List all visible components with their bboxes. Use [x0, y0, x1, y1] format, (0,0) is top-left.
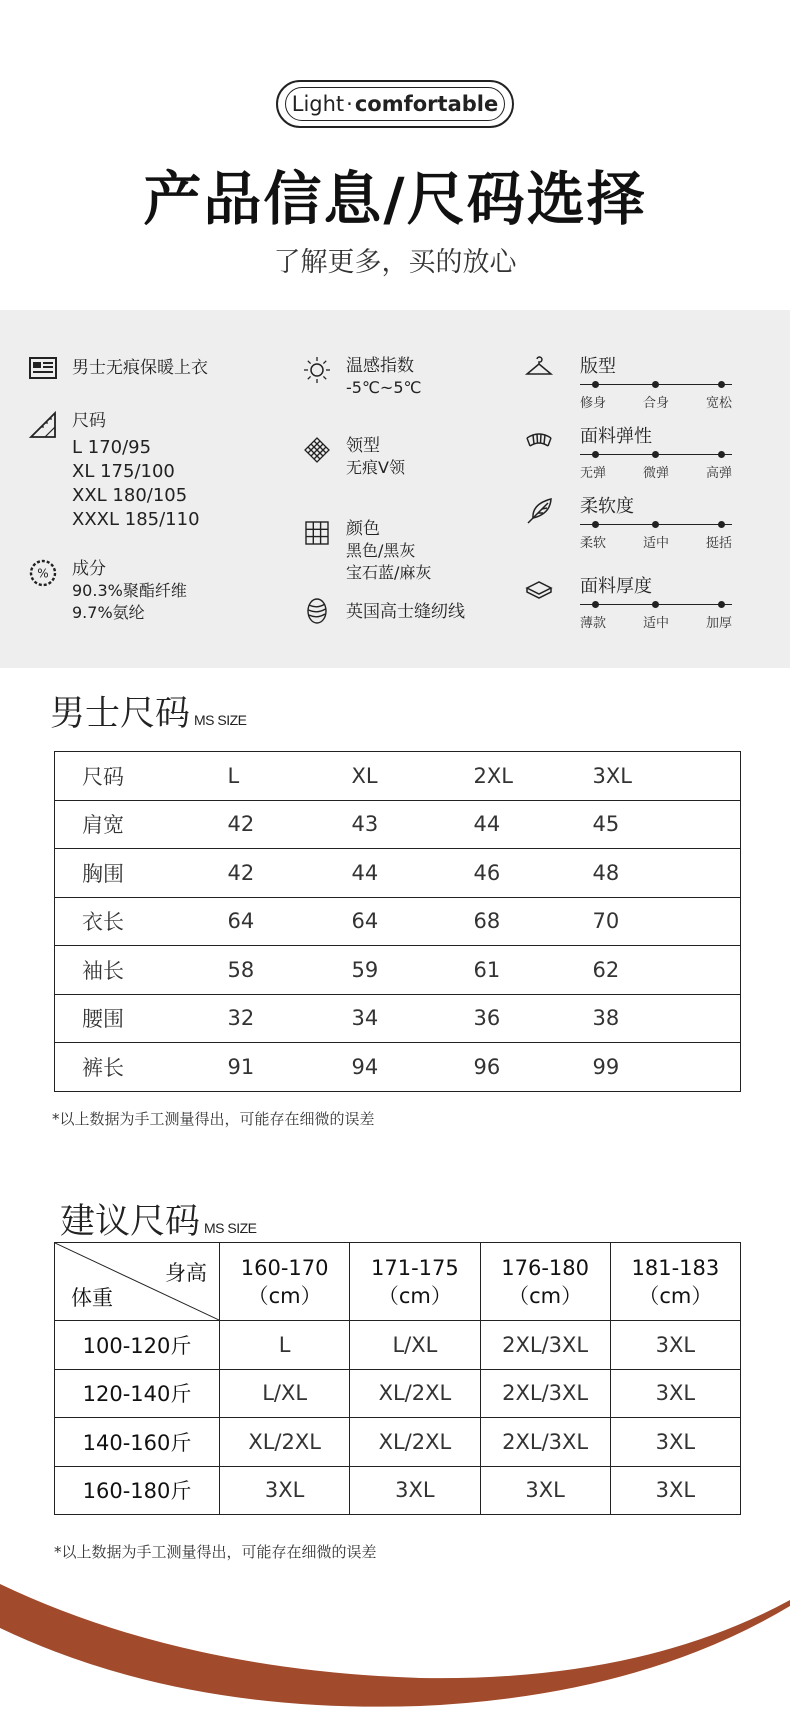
tagline-pill [276, 80, 514, 128]
table-cell: 3XL [610, 1321, 740, 1370]
table-cell: 59 [332, 946, 469, 995]
table-cell: 43 [332, 800, 469, 849]
table-cell: 腰围 [55, 994, 192, 1043]
scale-elasticity-point [652, 451, 659, 458]
size-section-title [50, 686, 247, 736]
table-cell: 36 [469, 994, 593, 1043]
table-cell: XL/2XL [350, 1369, 480, 1418]
weight-cell: 160-180斤 [55, 1466, 220, 1515]
scale-elasticity-label: 高弹 [705, 466, 732, 481]
rec-section-title [60, 1194, 257, 1244]
table-cell: L [220, 1321, 350, 1370]
scale-softness-point [592, 521, 599, 528]
scale-thickness-point [652, 601, 659, 608]
info-collar [302, 435, 405, 479]
table-cell: 肩宽 [55, 800, 192, 849]
size-l: L 170/95 [72, 437, 152, 458]
scale-softness-track [580, 520, 732, 530]
table-cell: 46 [469, 849, 593, 898]
table-row [55, 946, 741, 995]
scale-thickness-point [718, 601, 725, 608]
table-cell: 61 [469, 946, 593, 995]
size-table [54, 751, 741, 1092]
product-info-panel [0, 310, 790, 668]
grid-icon [302, 518, 332, 548]
size-section-subtitle: MS SIZE [194, 712, 247, 728]
material-2: 9.7%氨纶 [72, 603, 145, 622]
scale-fit-point [718, 381, 725, 388]
table-cell: 68 [469, 897, 593, 946]
scale-softness-point [718, 521, 725, 528]
tagline-bold: comfortable [354, 92, 499, 116]
scale-thickness [580, 572, 732, 631]
height-header-cell [220, 1243, 350, 1321]
rec-corner-cell [55, 1243, 220, 1321]
height-header-cell [350, 1243, 480, 1321]
scale-fit-point [652, 381, 659, 388]
scale-fit-track [580, 380, 732, 390]
scale-fit-label: 合身 [642, 396, 669, 411]
scale-softness [580, 492, 732, 551]
scale-softness-label: 适中 [642, 536, 669, 551]
scale-elasticity-point [718, 451, 725, 458]
height-unit: （cm） [377, 1283, 452, 1308]
table-cell: 64 [332, 897, 469, 946]
recommendation-table [54, 1242, 741, 1515]
page-title: 产品信息/尺码选择 [143, 165, 647, 233]
size-table-header [55, 752, 741, 801]
height-unit: （cm） [508, 1283, 583, 1308]
color-label: 颜色 [346, 519, 380, 539]
rec-table-header [55, 1243, 741, 1321]
scale-softness-title: 柔软度 [580, 496, 634, 517]
table-row [55, 1321, 741, 1370]
tagline-dot: · [346, 92, 353, 116]
table-cell: 3XL [610, 1369, 740, 1418]
tagline-light: Light [291, 92, 345, 116]
scale-thickness-track [580, 600, 732, 610]
size-header-cell: 3XL [592, 763, 632, 788]
info-color [302, 518, 431, 584]
table-cell: 45 [593, 800, 741, 849]
color-2: 宝石蓝/麻灰 [346, 563, 432, 582]
scale-elasticity-label: 微弹 [642, 466, 669, 481]
weight-cell: 120-140斤 [55, 1369, 220, 1418]
info-size [28, 410, 200, 532]
height-range: 160-170 [240, 1255, 329, 1280]
table-cell: 裤长 [55, 1043, 192, 1092]
scale-fit-point [592, 381, 599, 388]
product-name: 男士无痕保暖上衣 [72, 358, 208, 378]
fabric-stretch-icon [524, 426, 554, 456]
table-cell: 3XL [610, 1418, 740, 1467]
size-section-title-text: 男士尺码 [50, 694, 191, 734]
size-xl: XL 175/100 [72, 461, 175, 482]
table-row [55, 800, 741, 849]
scale-fit-label: 修身 [580, 396, 607, 411]
table-cell: 99 [593, 1043, 741, 1092]
thread-spool-icon [302, 596, 332, 626]
knit-pattern-icon [302, 435, 332, 465]
table-cell: 48 [593, 849, 741, 898]
table-cell: 42 [192, 800, 332, 849]
table-row [55, 849, 741, 898]
color-1: 黑色/黑灰 [346, 541, 416, 560]
newspaper-icon [28, 353, 58, 383]
corner-height-label: 身高 [165, 1261, 207, 1285]
scale-thickness-label: 适中 [642, 616, 669, 631]
scale-softness-point [652, 521, 659, 528]
table-row [55, 897, 741, 946]
table-cell: 34 [332, 994, 469, 1043]
feather-icon [524, 496, 554, 526]
table-cell: 3XL [610, 1466, 740, 1515]
wave-shape [0, 1584, 790, 1707]
info-material [28, 558, 187, 624]
temp-value: -5℃~5℃ [346, 378, 422, 397]
size-header-cell: L [227, 763, 240, 788]
weight-cell: 140-160斤 [55, 1418, 220, 1467]
height-range: 176-180 [501, 1255, 589, 1280]
scale-elasticity-point [592, 451, 599, 458]
folded-fabric-icon [524, 574, 554, 604]
percent-circle-icon [28, 558, 58, 588]
table-cell: 62 [593, 946, 741, 995]
thread-value: 英国高士缝纫线 [346, 602, 465, 622]
info-temperature [302, 355, 421, 399]
scale-elasticity [580, 422, 732, 481]
table-row [55, 1418, 741, 1467]
size-xxxl: XXXL 185/110 [72, 509, 200, 530]
table-cell: 3XL [220, 1466, 350, 1515]
scale-elasticity-label: 无弹 [580, 466, 607, 481]
height-header-cell [480, 1243, 610, 1321]
table-cell: 44 [332, 849, 469, 898]
size-xxl: XXL 180/105 [72, 485, 188, 506]
table-cell: 2XL/3XL [480, 1418, 610, 1467]
table-row [55, 1043, 741, 1092]
table-cell: 衣长 [55, 897, 192, 946]
temp-label: 温感指数 [346, 356, 414, 376]
height-unit: （cm） [247, 1283, 322, 1308]
table-cell: 38 [593, 994, 741, 1043]
table-cell: 70 [593, 897, 741, 946]
size-label: 尺码 [72, 411, 106, 431]
height-range: 181-183 [631, 1255, 720, 1280]
table-cell: 胸围 [55, 849, 192, 898]
scale-fit-label: 宽松 [705, 396, 732, 411]
table-cell: L/XL [350, 1321, 480, 1370]
height-unit: （cm） [638, 1283, 713, 1308]
height-range: 171-175 [371, 1255, 459, 1280]
hanger-icon [524, 352, 554, 382]
sun-icon [302, 355, 332, 385]
table-row [55, 1369, 741, 1418]
table-cell: L/XL [220, 1369, 350, 1418]
table-cell: XL/2XL [350, 1418, 480, 1467]
table-cell: 96 [469, 1043, 593, 1092]
scale-softness-label: 柔软 [580, 536, 607, 551]
ruler-triangle-icon [28, 410, 58, 440]
scale-thickness-title: 面料厚度 [580, 576, 652, 597]
material-label: 成分 [72, 559, 106, 579]
table-cell: 2XL/3XL [480, 1369, 610, 1418]
size-header-cell: XL [351, 763, 378, 788]
table-row [55, 1466, 741, 1515]
table-cell: 44 [469, 800, 593, 849]
table-cell: 2XL/3XL [480, 1321, 610, 1370]
material-1: 90.3%聚酯纤维 [72, 581, 187, 600]
table-cell: 64 [192, 897, 332, 946]
table-cell: 32 [192, 994, 332, 1043]
height-header-cell [610, 1243, 740, 1321]
table-cell: 58 [192, 946, 332, 995]
scale-thickness-label: 加厚 [705, 616, 732, 631]
corner-weight-label: 体重 [71, 1286, 113, 1310]
weight-cell: 100-120斤 [55, 1321, 220, 1370]
scale-fit [580, 352, 732, 411]
size-table-note: *以上数据为手工测量得出，可能存在细微的误差 [52, 1110, 375, 1128]
size-header-cell: 尺码 [82, 764, 124, 789]
rec-section-title-text: 建议尺码 [60, 1202, 201, 1242]
table-cell: 91 [192, 1043, 332, 1092]
scale-softness-label: 挺括 [705, 536, 732, 551]
decorative-wave [0, 1570, 790, 1734]
table-cell: 3XL [350, 1466, 480, 1515]
info-thread [302, 596, 465, 626]
table-cell: 94 [332, 1043, 469, 1092]
rec-table-note: *以上数据为手工测量得出，可能存在细微的误差 [54, 1543, 377, 1561]
svg-text:%: % [37, 566, 49, 581]
scale-elasticity-title: 面料弹性 [580, 426, 652, 447]
table-cell: XL/2XL [220, 1418, 350, 1467]
rec-section-subtitle: MS SIZE [204, 1220, 257, 1236]
scale-elasticity-track [580, 450, 732, 460]
size-header-cell: 2XL [473, 763, 513, 788]
collar-value: 无痕V领 [346, 458, 405, 477]
table-cell: 3XL [480, 1466, 610, 1515]
table-cell: 袖长 [55, 946, 192, 995]
scale-thickness-point [592, 601, 599, 608]
table-cell: 42 [192, 849, 332, 898]
scale-thickness-label: 薄款 [580, 616, 607, 631]
table-row [55, 994, 741, 1043]
info-product-name [28, 353, 208, 383]
collar-label: 领型 [346, 436, 380, 456]
scale-fit-title: 版型 [580, 356, 616, 377]
page-subtitle: 了解更多，买的放心 [273, 247, 517, 278]
